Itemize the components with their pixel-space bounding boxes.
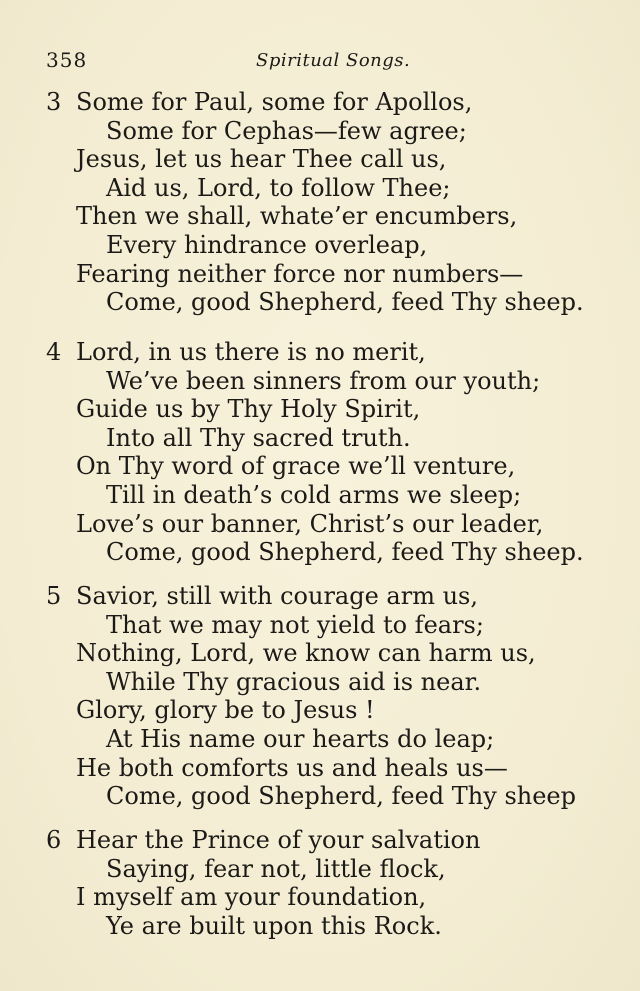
stanza-line: Come, good Shepherd, feed Thy sheep. bbox=[106, 538, 584, 567]
stanza-line: Aid us, Lord, to follow Thee; bbox=[106, 173, 451, 202]
stanza-line: Into all Thy sacred truth. bbox=[106, 423, 411, 452]
stanza-line: Glory, glory be to Jesus ! bbox=[76, 696, 375, 725]
page-number: 358 bbox=[46, 48, 88, 72]
stanza-line: Guide us by Thy Holy Spirit, bbox=[76, 395, 421, 424]
stanza-line: Ye are built upon this Rock. bbox=[106, 911, 442, 940]
stanza-line: Lord, in us there is no merit, bbox=[76, 338, 426, 366]
stanza-line: Nothing, Lord, we know can harm us, bbox=[76, 639, 536, 668]
stanza-line: Hear the Prince of your salvation bbox=[76, 826, 481, 854]
stanza-line: Savior, still with courage arm us, bbox=[76, 582, 478, 610]
stanza-line: Every hindrance overleap, bbox=[106, 231, 428, 259]
stanza-line: Saying, fear not, little flock, bbox=[106, 854, 446, 883]
stanza-line: At His name our hearts do leap; bbox=[106, 725, 495, 753]
stanza-line: Then we shall, whate’er encumbers, bbox=[76, 202, 518, 231]
running-title: Spiritual Songs. bbox=[256, 50, 411, 71]
stanza-number: 5 bbox=[46, 582, 62, 610]
page-header bbox=[46, 48, 606, 76]
stanza-line: Jesus, let us hear Thee call us, bbox=[76, 145, 447, 174]
stanza-line: Till in death’s cold arms we sleep; bbox=[106, 481, 522, 509]
stanza-number: 4 bbox=[46, 338, 62, 366]
stanza-line: Come, good Shepherd, feed Thy sheep bbox=[106, 782, 576, 811]
stanza-number: 6 bbox=[46, 826, 62, 854]
stanza-number: 3 bbox=[46, 88, 62, 116]
stanza-line: He both comforts us and heals us— bbox=[76, 753, 508, 782]
stanza-line: We’ve been sinners from our youth; bbox=[106, 366, 541, 395]
stanza-line: Some for Cephas—few agree; bbox=[106, 116, 467, 145]
stanza-line: While Thy gracious aid is near. bbox=[106, 667, 482, 696]
stanza-line: On Thy word of grace we’ll venture, bbox=[76, 452, 516, 481]
stanza-line: I myself am your foundation, bbox=[76, 883, 427, 912]
stanza-line: Fearing neither force nor numbers— bbox=[76, 259, 524, 288]
stanza-line: Some for Paul, some for Apollos, bbox=[76, 88, 473, 116]
stanza-line: Come, good Shepherd, feed Thy sheep. bbox=[106, 288, 584, 317]
stanza-line: That we may not yield to fears; bbox=[106, 610, 484, 639]
stanza-line: Love’s our banner, Christ’s our leader, bbox=[76, 509, 544, 538]
